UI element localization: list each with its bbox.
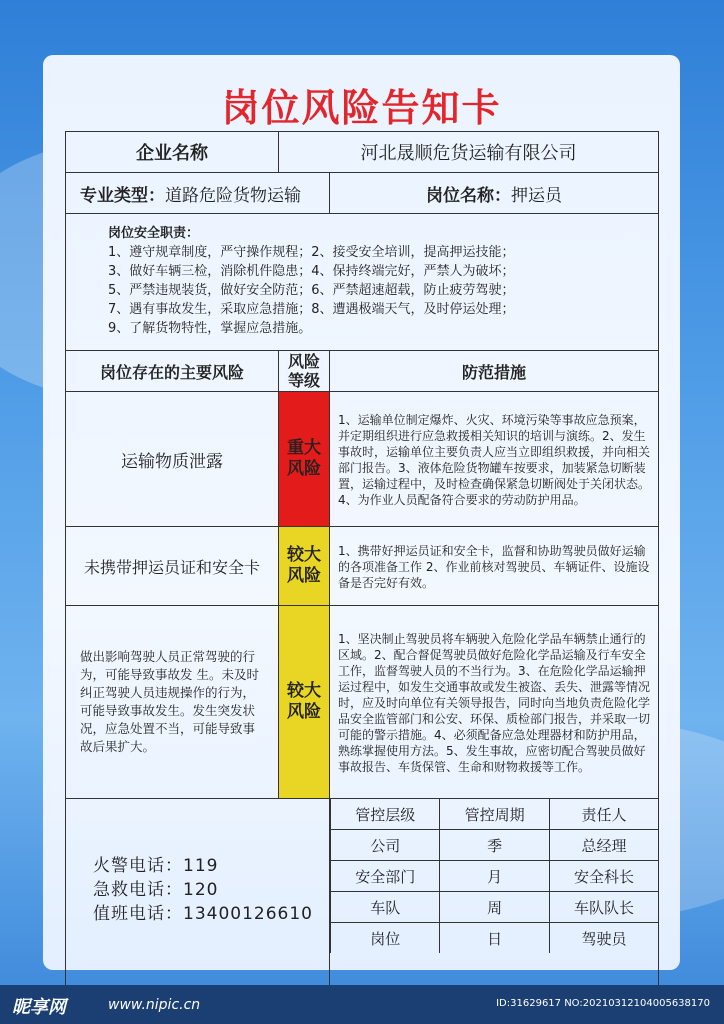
emergency-phones (66, 799, 330, 990)
risk-level-line: 风险 (287, 566, 321, 586)
risk-description: 运输物质泄露 (66, 392, 279, 527)
risk-level-line: 较大 (287, 681, 321, 701)
bottom-row (66, 799, 659, 990)
risk-level-line: 较大 (287, 545, 321, 565)
duties-heading: 岗位安全职责： (108, 226, 200, 241)
site-url: www.nipic.cn (108, 997, 201, 1013)
duty-line: 7、遇有事故发生，采取应急措施；8、遭遇极端天气，及时停运处理； (108, 302, 515, 317)
control-cell-period: 日 (440, 923, 549, 954)
control-cell (330, 799, 659, 990)
control-row (331, 830, 659, 861)
ambulance-phone (93, 875, 218, 900)
control-cell-period: 周 (440, 892, 549, 923)
company-row (66, 132, 659, 173)
control-cell-person: 驾驶员 (549, 923, 658, 954)
control-cell-person: 安全科长 (549, 861, 658, 892)
duties-cell (66, 214, 659, 351)
control-header: 责任人 (549, 799, 658, 830)
risk-row (66, 527, 659, 606)
company-name: 河北晟顺危货运输有限公司 (279, 132, 659, 173)
control-cell-period: 月 (440, 861, 549, 892)
post-value: 押运员 (511, 185, 562, 206)
risk-level-major (279, 392, 330, 527)
risk-measures: 1、携带好押运员证和安全卡，监督和协助驾驶员做好运输的各项准备工作 2、作业前核对驾驶员、车辆证件、设施设备是否完好有效。 (330, 527, 659, 606)
control-row (331, 923, 659, 954)
site-logo: 昵享网 (12, 997, 66, 1018)
control-table (330, 799, 658, 953)
phone-label: 值班电话： (93, 904, 183, 924)
control-cell-level: 公司 (331, 830, 440, 861)
post-label: 岗位名称： (426, 185, 511, 206)
risk-level-large (279, 606, 330, 799)
profession-type (66, 173, 330, 214)
risk-level-line: 风险 (287, 459, 321, 479)
duty-line: 1、遵守规章制度，严守操作规程；2、接受安全培训，提高押运技能； (108, 245, 515, 260)
level-header (279, 351, 330, 392)
control-row (331, 861, 659, 892)
risk-header-row (66, 351, 659, 392)
duty-line: 5、严禁违规装货，做好安全防范；6、严禁超速超载，防止疲劳驾驶； (108, 283, 515, 298)
control-cell-person: 总经理 (549, 830, 658, 861)
company-label: 企业名称 (66, 132, 279, 173)
phone-label: 急救电话： (93, 880, 183, 900)
duty-line: 3、做好车辆三检，消除机件隐患；4、保持终端完好，严禁人为破坏； (108, 264, 515, 279)
risk-row (66, 606, 659, 799)
risk-level-line: 重大 (287, 438, 321, 458)
risk-description: 未携带押运员证和安全卡 (66, 527, 279, 606)
control-row (331, 892, 659, 923)
phone-number: 13400126610 (183, 904, 313, 924)
control-cell-person: 车队队长 (549, 892, 658, 923)
post-name (330, 173, 659, 214)
watermark-footer (0, 985, 724, 1024)
profession-value: 道路危险货物运输 (165, 185, 301, 206)
type-row (66, 173, 659, 214)
risk-measures: 1、坚决制止驾驶员将车辆驶入危险化学品车辆禁止通行的区域。2、配合督促驾驶员做好危险化学品运输及行车安全工作，监督驾驶人员的不当行为。3、在危险化学品运输押运过程中，如发生交通事故或发生被盗、丢失、泄露等情况时，应及时向单位有关领导报告，同时向当地负责危险化学品安全监管部门和公安、环保、质检部门报告，并采取一切可能的警示措施。4、必须配备应急处理器材和防护用品，熟练掌握使用方法。5、发生事故，应密切配合驾驶员做好事故报告、车货保管、生命和财物救援等工作。 (330, 606, 659, 799)
fire-phone (93, 851, 218, 876)
risk-measures: 1、运输单位制定爆炸、火灾、环境污染等事故应急预案，并定期组织进行应急救援相关知识的培训与演练。2、发生事故时，运输单位主要负责人应当立即组织救援，并向相关部门报告。3、液体危险货物罐车按要求，加装紧急切断装置，运输过程中，及时检查确保紧急切断阀处于关闭状态。4、为作业人员配备符合要求的劳动防护用品。 (330, 392, 659, 527)
risk-level-line: 风险 (287, 702, 321, 722)
risk-description: 做出影响驾驶人员正常驾驶的行为，可能导致事故发 生。未及时纠正驾驶人员违规操作的行为，可能导致事故发生。发生突发状况，应急处置不当，可能导致事故后果扩大。 (66, 606, 279, 799)
control-cell-level: 岗位 (331, 923, 440, 954)
page-title: 岗位风险告知卡 (221, 86, 502, 130)
control-cell-level: 安全部门 (331, 861, 440, 892)
risk-header: 岗位存在的主要风险 (66, 351, 279, 392)
risk-notice-card (43, 55, 680, 970)
risk-row (66, 392, 659, 527)
image-id: ID:31629617 NO:20210312104005638170 (496, 998, 710, 1009)
phone-label: 火警电话： (93, 856, 183, 876)
control-header: 管控周期 (440, 799, 549, 830)
control-header-row (331, 799, 659, 830)
level-header-line: 风险 (287, 352, 320, 371)
risk-table (65, 131, 659, 990)
phone-number: 120 (183, 880, 219, 900)
measures-header: 防范措施 (330, 351, 659, 392)
level-header-line: 等级 (287, 371, 320, 390)
risk-level-large (279, 527, 330, 606)
phone-number: 119 (183, 856, 219, 876)
control-cell-period: 季 (440, 830, 549, 861)
duties-row (66, 214, 659, 351)
control-header: 管控层级 (331, 799, 440, 830)
duty-phone (93, 899, 313, 924)
profession-label: 专业类型： (80, 185, 165, 206)
duty-line: 9、了解货物特性，掌握应急措施。 (108, 321, 312, 336)
control-cell-level: 车队 (331, 892, 440, 923)
